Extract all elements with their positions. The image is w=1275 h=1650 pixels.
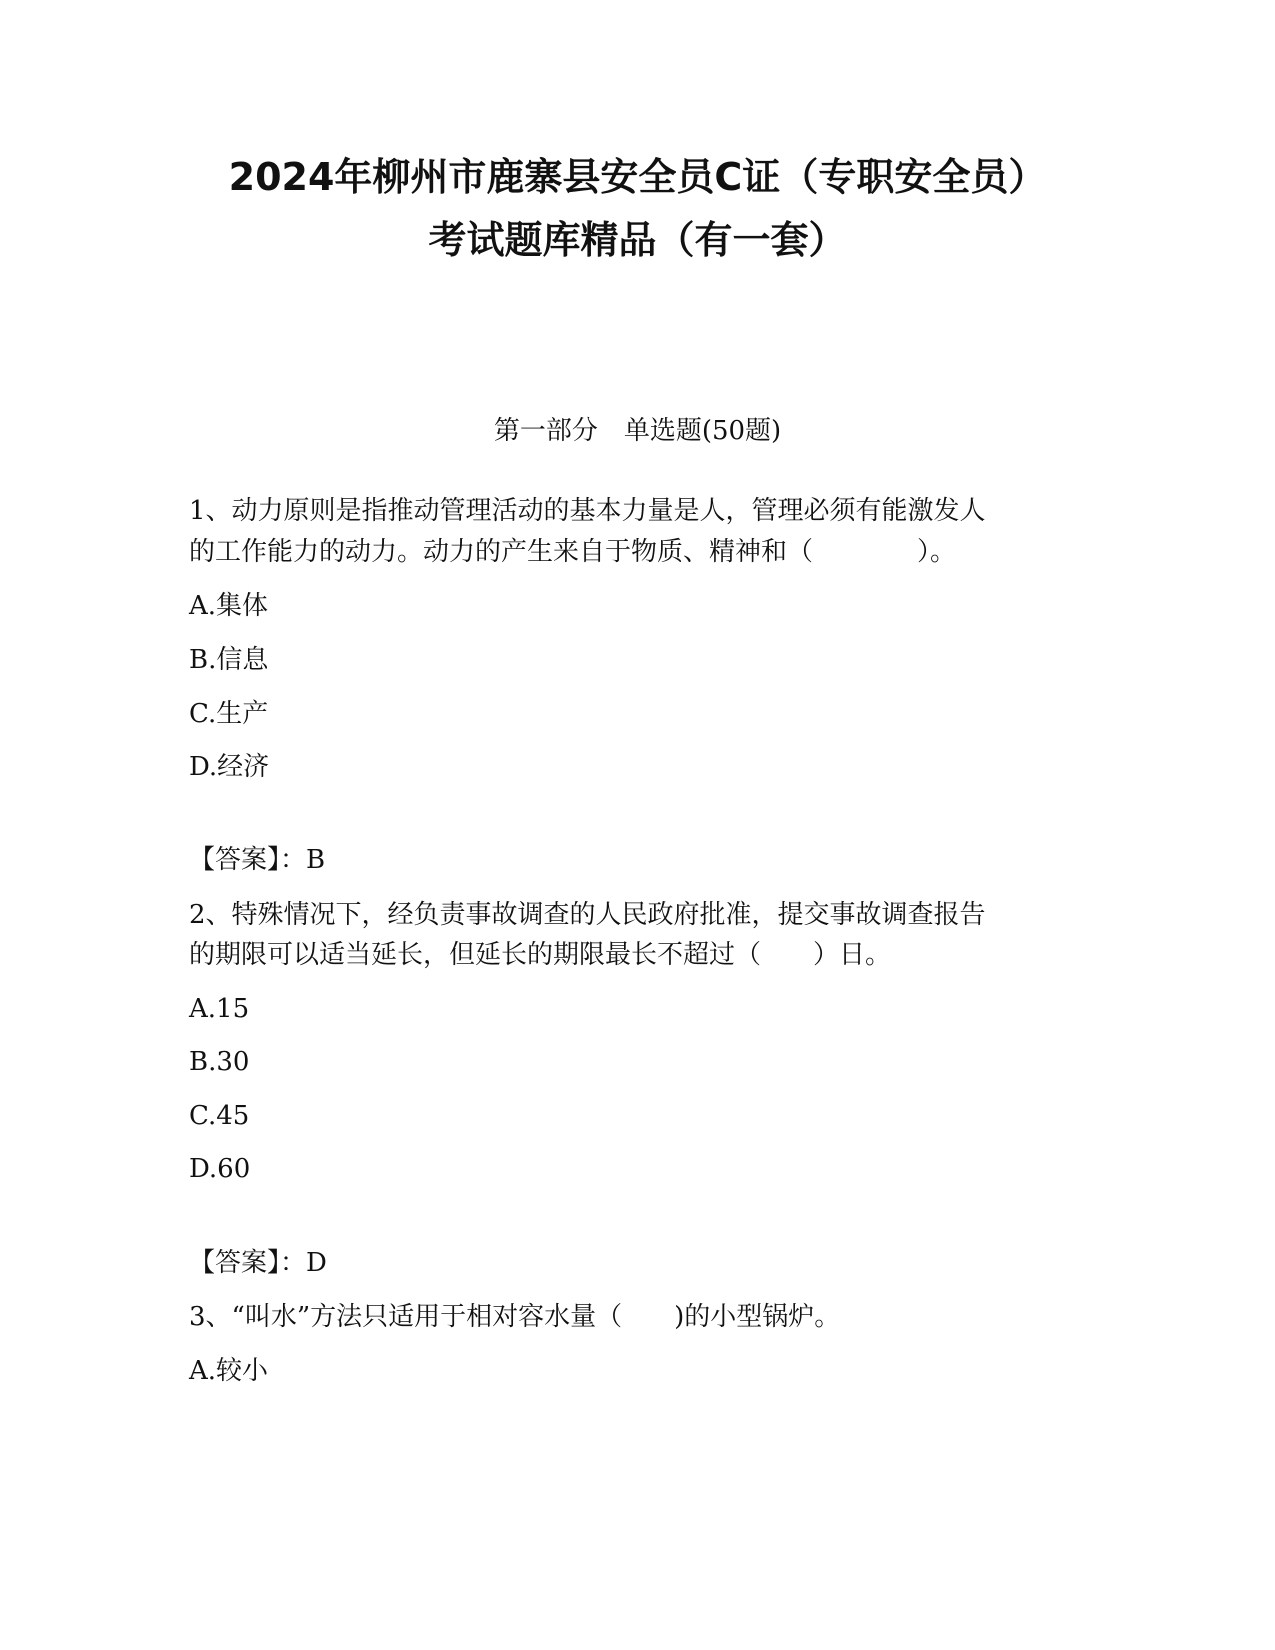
question-2-option-c: C.45	[189, 1101, 250, 1131]
section-heading: 第一部分 单选题(50题)	[493, 416, 782, 446]
question-2-option-a: A.15	[189, 994, 250, 1024]
question-1-stem-line-1: 1、动力原则是指推动管理活动的基本力量是人，管理必须有能激发人	[189, 496, 986, 526]
question-2-option-b: B.30	[189, 1047, 250, 1077]
question-2-answer: 【答案】：D	[189, 1248, 327, 1278]
question-3-stem-line-1: 3、“叫水”方法只适用于相对容水量（ )的小型锅炉。	[189, 1302, 841, 1332]
question-2-stem-line-2: 的期限可以适当延长，但延长的期限最长不超过（ ）日。	[189, 940, 892, 970]
question-1-answer: 【答案】：B	[189, 845, 326, 875]
question-2-option-d: D.60	[189, 1154, 251, 1184]
question-1-option-a: A.集体	[189, 591, 269, 621]
question-3-option-a: A.较小	[189, 1356, 269, 1386]
question-1-stem-line-2: 的工作能力的动力。动力的产生来自于物质、精神和（ ）。	[189, 537, 957, 567]
document-title-line-2: 考试题库精品（有一套）	[428, 218, 847, 262]
question-1-option-d: D.经济	[189, 752, 270, 782]
document-title-line-1: 2024年柳州市鹿寨县安全员C证（专职安全员）	[228, 155, 1047, 199]
question-1-option-c: C.生产	[189, 699, 269, 729]
question-1-option-b: B.信息	[189, 645, 269, 675]
question-2-stem-line-1: 2、特殊情况下，经负责事故调查的人民政府批准，提交事故调查报告	[189, 900, 986, 930]
